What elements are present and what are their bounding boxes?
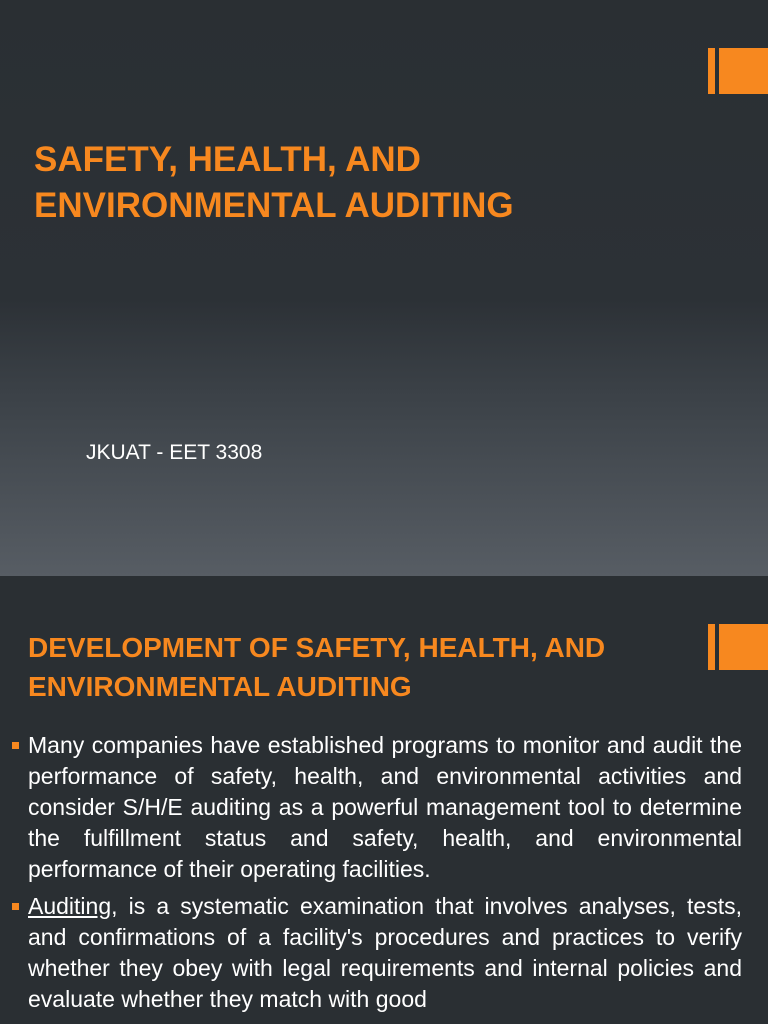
- slide-subtitle: JKUAT - EET 3308: [86, 441, 263, 464]
- bullet-text: Many companies have established programs to monitor and audit the performance of safety, health, and environmental activities and consider S/H/E auditing as a powerful management tool to determine the fulfillment status and safety, health, and environmental performance of their operating facilities.: [28, 732, 742, 882]
- content-title-line-1: DEVELOPMENT OF SAFETY, HEALTH, AND: [28, 632, 606, 663]
- bullet-square-icon: [12, 903, 19, 910]
- accent-block: [719, 624, 768, 670]
- slide-title: [34, 137, 674, 229]
- accent-decoration: [708, 48, 768, 94]
- accent-bar: [708, 48, 715, 94]
- slide-title-line-2: ENVIRONMENTAL AUDITING: [34, 186, 514, 225]
- accent-block: [719, 48, 768, 94]
- content-title: [28, 628, 708, 706]
- content-slide: [0, 576, 768, 1024]
- bullet-term: Auditing: [28, 893, 112, 919]
- bullet-text: , is a systematic examination that involves analyses, tests, and confirmations of a facility's procedures and practices to verify whether they obey with legal requirements and internal policies and evaluate whether they match with good: [28, 893, 742, 1012]
- bullet-item: [12, 891, 742, 1015]
- bullet-item: [12, 730, 742, 885]
- accent-decoration: [708, 624, 768, 670]
- bullet-square-icon: [12, 742, 19, 749]
- bullet-list: [12, 730, 742, 1021]
- content-title-line-2: ENVIRONMENTAL AUDITING: [28, 671, 412, 702]
- accent-bar: [708, 624, 715, 670]
- slide-title-line-1: SAFETY, HEALTH, AND: [34, 140, 421, 179]
